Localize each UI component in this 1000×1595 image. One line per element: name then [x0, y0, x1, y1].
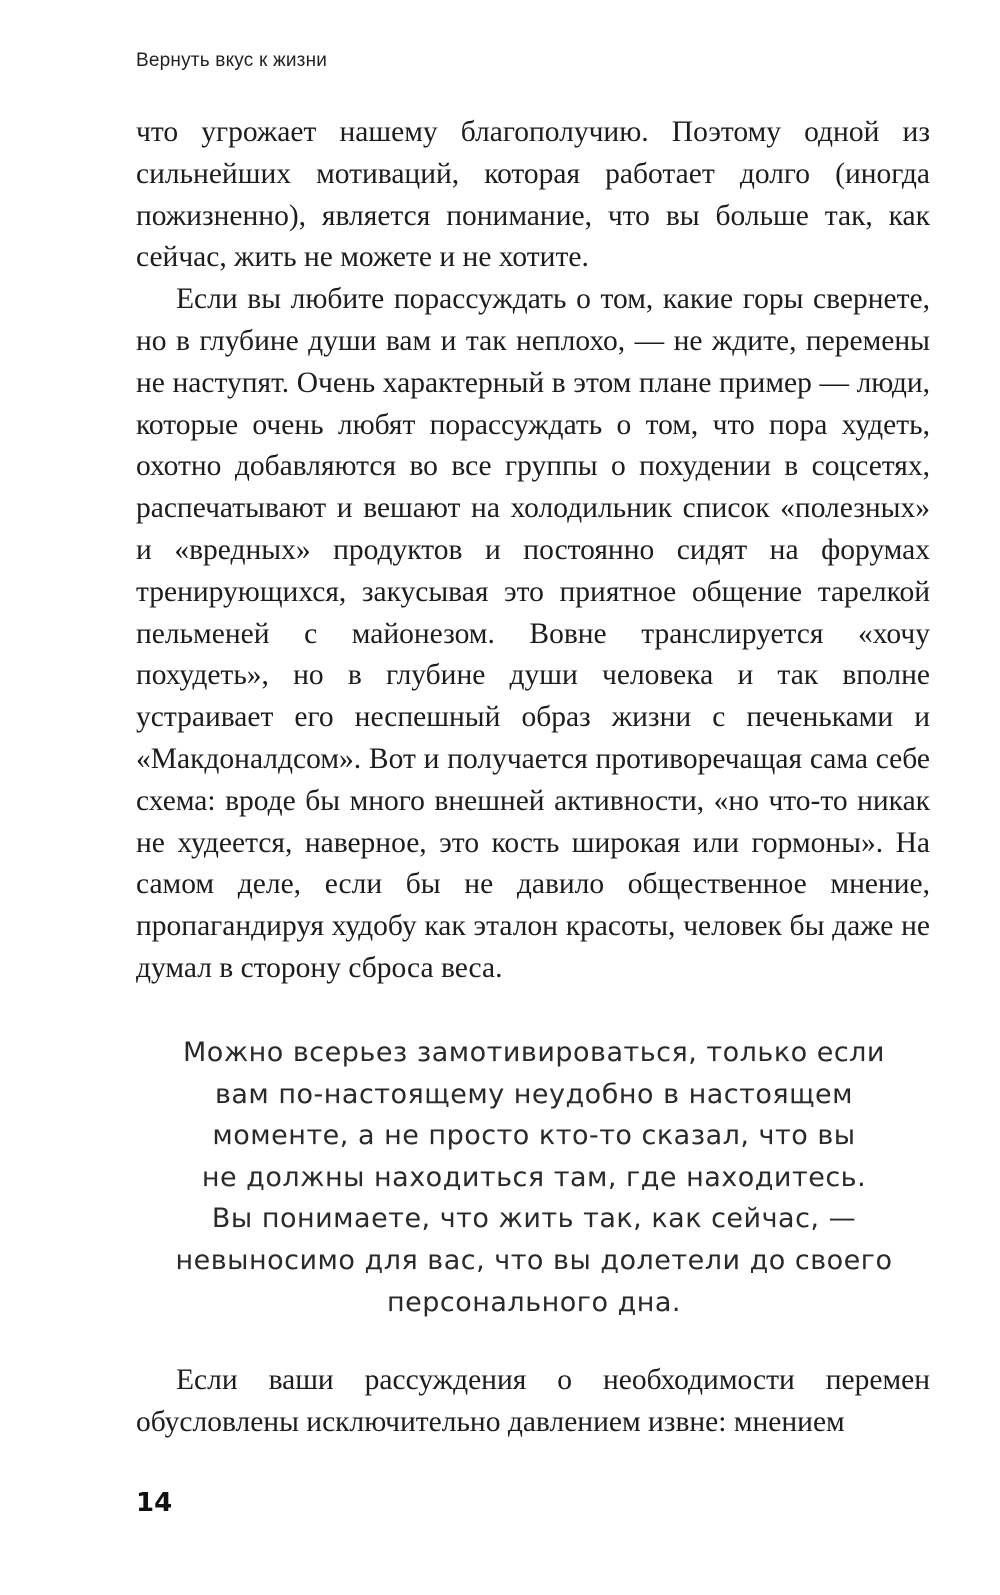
pull-quote-line: персонального дна. [386, 1286, 682, 1318]
paragraph: Если вы любите порассуждать о том, какие горы свернете, но в глубине души вам и так неплохо, — не ждите, перемены не наступят. Очень характерный в этом плане пример — люди, которые очень любят порассуждать о том, что пора худеть, охотно добавляются во все группы о похудении в соцсетях, распечатывают и вешают на холодильник список «полезных» и «вредных» продуктов и постоянно сидят на форумах тренирующихся, закусывая это приятное общение тарелкой пельменей с майонезом. Вовне транслируется «хочу похудеть», но в глубине души человека и так вполне устраивает его неспешный образ жизни с печеньками и «Макдоналдсом». Вот и получается противоречащая сама себе схема: вроде бы много внешней активности, «но что-то никак не худеется, наверное, это кость широкая или гормоны». На самом деле, если бы не давило общественное мнение, пропагандируя худобу как эталон красоты, человек бы даже не думал в сторону сброса веса. [136, 283, 930, 984]
pull-quote-line: невыносимо для вас, что вы долетели до своего [175, 1244, 893, 1276]
pull-quote-line: моменте, а не просто кто-то сказал, что вы [212, 1120, 856, 1152]
pull-quote [150, 1032, 918, 1323]
paragraph: Если ваши рассуждения о необходимости перемен обусловлены исключительно давлением извне: мнением [136, 1364, 930, 1438]
running-head-title: Вернуть вкус к жизни [136, 50, 328, 71]
main-text-block-continued [136, 1360, 930, 1444]
pull-quote-line: не должны находиться там, где находитесь. [201, 1161, 867, 1193]
page-number: 14 [136, 1488, 173, 1518]
paragraph-continued: что угрожает нашему благополучию. Поэтому одной из сильнейших мотиваций, которая работает долго (иногда пожизненно), является понимание, что вы больше так, как сейчас, жить не можете и не хотите. [136, 116, 930, 274]
pull-quote-line: вам по-настоящему неудобно в настоящем [214, 1078, 854, 1110]
main-text-block [136, 112, 930, 990]
pull-quote-line: Можно всерьез замотивироваться, только если [183, 1037, 885, 1068]
pull-quote-line: Вы понимаете, что жить так, как сейчас, — [211, 1203, 857, 1235]
